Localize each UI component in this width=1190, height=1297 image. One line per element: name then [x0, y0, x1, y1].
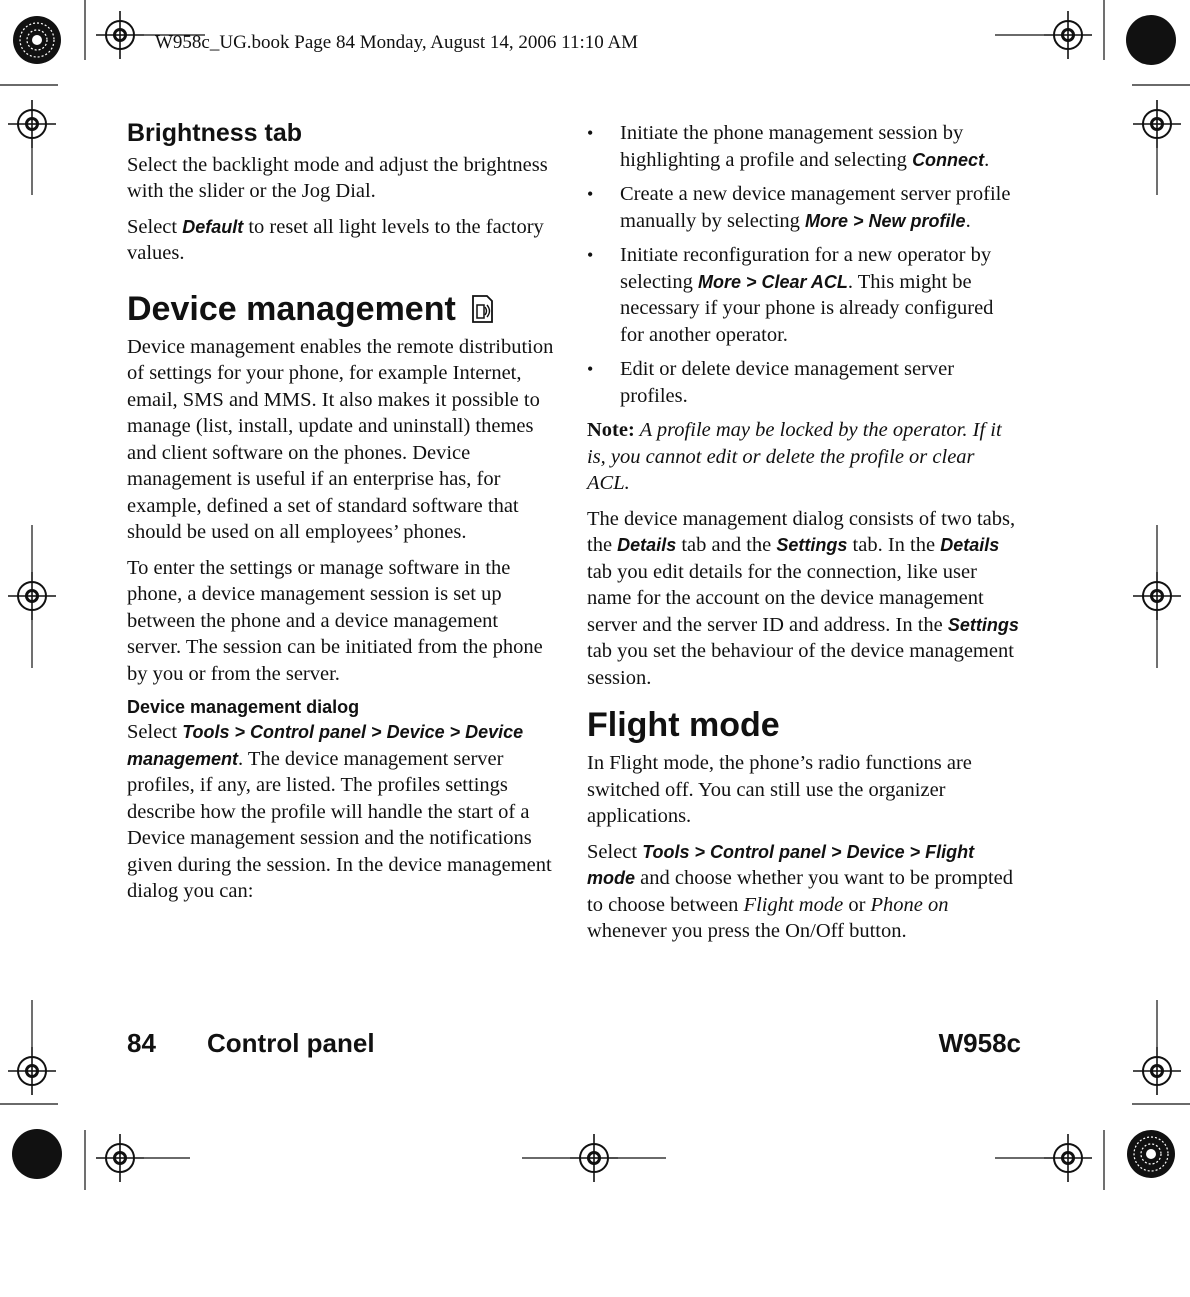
text-run: Select — [587, 840, 643, 863]
text-run: to reset all light levels to the factory values. — [127, 215, 544, 264]
text-run: Select — [127, 721, 183, 744]
text-run: and choose whether you want to be prompted to choose between — [587, 867, 1014, 916]
device-management-paragraph-2: To enter the settings or manage software in the phone, a device management session is set up between the phone and a device management server. The session can be initiated from the phone by you or from the server. — [127, 556, 543, 685]
note-paragraph — [587, 417, 1019, 497]
text-run: tab you set the behaviour of the device management session. — [587, 640, 1014, 689]
flight-mode-heading: Flight mode — [587, 706, 780, 744]
solid-dot-mark-bottom-left — [12, 1129, 62, 1179]
text-run: or — [843, 893, 871, 916]
text-run: The device management dialog consists of two tabs, the — [587, 507, 1016, 556]
device-management-dialog-heading: Device management dialog — [127, 697, 360, 718]
print-header: W958c_UG.book Page 84 Monday, August 14, 2006 11:10 AM — [155, 32, 639, 53]
ui-term-default: Default — [182, 216, 244, 237]
text-run: Edit or delete device management server profiles. — [620, 358, 955, 407]
ui-term-flight-mode-path: Tools > Control panel > Device > Flight mode — [587, 841, 975, 889]
text-run: Initiate the phone management session by highlighting a profile and selecting — [620, 122, 964, 171]
text-run: whenever you press the On/Off button. — [587, 920, 907, 943]
tabs-paragraph — [587, 506, 1019, 692]
ui-term-new-profile: More > New profile — [805, 210, 966, 231]
text-run: Select — [127, 215, 183, 238]
page-number: 84 — [127, 1028, 156, 1058]
dialog-actions-list — [587, 120, 1019, 409]
device-management-heading — [127, 290, 557, 329]
text-run: Initiate reconfiguration for a new operator by selecting — [620, 244, 992, 293]
text-run: . — [984, 148, 990, 171]
note-label: Note: — [587, 419, 635, 441]
text-run: . The device management server profiles, if any, are listed. The profiles settings describe how the profile will handle the start of a Device management session and the notifications given during the session. In the device management dialog you can: — [127, 747, 552, 903]
starburst-mark-bottom-right — [1127, 1130, 1175, 1178]
flight-mode-paragraph-1: In Flight mode, the phone’s radio functions are switched off. You can still use the organizer applications. — [587, 752, 972, 828]
device-management-title: Device management — [127, 289, 456, 328]
text-run: tab you edit details for the connection, like user name for the account on the device management server and the server ID and address. In the — [587, 560, 984, 636]
solid-dot-mark-top-right — [1126, 15, 1176, 65]
text-run: . — [965, 209, 971, 232]
right-column — [587, 120, 1019, 954]
note-text: A profile may be locked by the operator. If it is, you cannot edit or delete the profile or clear ACL. — [587, 419, 1002, 494]
ui-term-settings: Settings — [776, 535, 848, 555]
text-run: Create a new device management server profile manually by selecting — [620, 183, 1011, 232]
text-run: tab. In the — [847, 534, 941, 556]
left-column — [127, 120, 557, 914]
starburst-mark-top-left — [13, 16, 61, 64]
list-item — [587, 120, 1019, 173]
text-run: . This might be necessary if your phone is already configured for another operator. — [620, 270, 994, 346]
ui-term-connect: Connect — [912, 149, 985, 170]
footer-section-title: Control panel — [207, 1028, 375, 1058]
ui-term-details: Details — [617, 535, 677, 555]
device-management-icon — [470, 294, 494, 324]
ui-term-settings: Settings — [947, 614, 1019, 635]
brightness-paragraph-1: Select the backlight mode and adjust the brightness with the slider or the Jog Dial. — [127, 153, 548, 202]
brightness-tab-heading: Brightness tab — [127, 119, 303, 147]
text-run: tab and the — [676, 534, 777, 556]
ui-term-menu-path: Tools > Control panel > Device > Device management — [127, 722, 524, 769]
ui-term-clear-acl: More > Clear ACL — [698, 271, 848, 292]
device-management-dialog-paragraph — [127, 719, 557, 905]
option-flight-mode: Flight mode — [743, 893, 844, 916]
ui-term-details: Details — [940, 535, 1000, 555]
footer-model-name: W958c — [938, 1028, 1021, 1058]
option-phone-on: Phone on — [870, 893, 949, 916]
list-item — [587, 356, 1019, 409]
list-item — [587, 181, 1019, 234]
list-item — [587, 242, 1019, 348]
brightness-paragraph-2 — [127, 214, 557, 267]
flight-mode-paragraph-2 — [587, 839, 1019, 945]
device-management-paragraph-1: Device management enables the remote distribution of settings for your phone, for example Internet, email, SMS and MMS. It also makes it possible to manage (list, install, update and uninstall) themes and client software on the phones. Device management is useful if an enterprise has, for example, defined a set of standard software that should be used on all employees’ phones. — [127, 335, 554, 544]
